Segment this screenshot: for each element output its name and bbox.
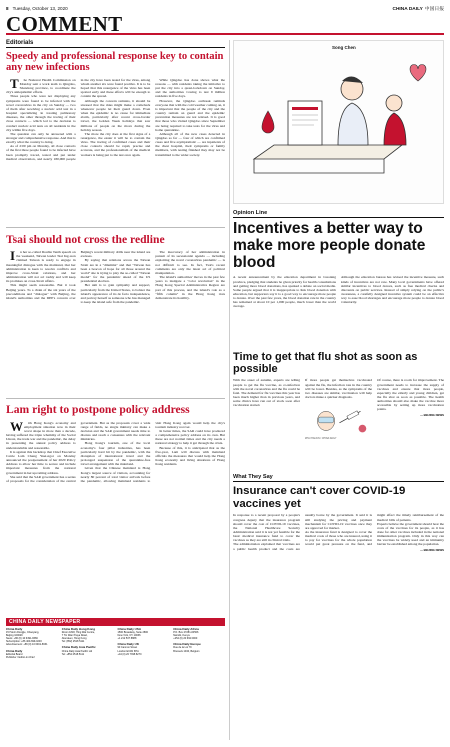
footer-bar: CHINA DAILY NEWSPAPER	[6, 618, 225, 626]
paragraph: The more the city does at the first signs of a resurgence, the easier it will be to contain the virus. The tracing of confirmed cases and their close contacts should be rapid, precise and accurate, and the professionalism of the medical workers is being put to the test once again.	[80, 131, 151, 157]
directory-column	[6, 628, 58, 740]
directory-entry: China Daily USA 1500 Broadway, Suite 2800 New York, NY 10036 +1 212 537 8888	[117, 628, 149, 641]
directory-entry: China Daily 15 Huixin Dongjie, Chaoyang, Beijing 100029 News: +86 (0) 10 6491-8366 Subscription: +86 400-699-0203 Advertisement: +86 (0) 10 6491-8631	[6, 628, 48, 647]
editorial-headline-1: Speedy and professional response key to contain any new infections	[6, 51, 224, 74]
paragraph: The island's authorities' moves in the past few years to instigate a "color revolution" in the Hong Kong Special Administrative Region are part of this process, and the island's role as a "fifth column" in the Hong Kong riots demonstrate its hostility.	[155, 275, 225, 300]
page-number: 8	[6, 6, 9, 11]
editorial-story-2	[6, 231, 225, 395]
opinion-line-label: Opinion Line	[233, 210, 444, 218]
directory-entry: China Daily Hong Kong Room 1818, Hing Wai Centre, 7 Tin Wan Praya Road, Aberdeen, Hong Kong Tel: (852) 2518 5111	[61, 628, 96, 644]
section-title: COMMENT	[6, 12, 123, 36]
opinion-body	[233, 275, 444, 347]
byline: — BEIJING NEWS	[420, 412, 444, 417]
editorial-body-1	[6, 75, 225, 161]
paragraph: In her so-called Double Tenth speech on the weekend, Taiwan leader Tsai Ing-wen claimed Taiwan is ready to engage in meaningful dialogue with the mainland, that her administration is keen to resolve conflicts and improve cross-Strait relations, and her administration will not act rashly and will keep its promises on cross-Strait affairs.	[6, 248, 76, 284]
flu-body	[233, 378, 444, 468]
paragraph: The inaccuracy of her administration in pursuit of its secessionist agenda — including exploiting the novel coronavirus pandemic — is not difficult to see. In fact, Tsai's recent comments are only the latest act of political manipulation.	[155, 250, 225, 275]
paragraph: Hong Kong's tourism, one of the local economy's four pillar industries, has been particularly hard hit by the pandemic, with the disruption of international travel and the prolonged suspension of the quarantine-free travel arrangement with the mainland.	[80, 441, 151, 467]
paragraph: Because of this, it is anticipated that as the five-year, Lam will discuss with mainland officials the measures that would help the Hong Kong economy and living situations of Hong Kong residents.	[155, 445, 225, 467]
paragraph: Although all of the new cases detected in Qingdao so far — four of which are confirmed cases and five asymptomatic — are inpatients of the chest hospital, their symptoms or family members, with testing finished they may not be transmitted to the wider society.	[155, 131, 225, 157]
divider	[6, 398, 225, 399]
byline: — BEIJING NEWS	[420, 547, 444, 552]
paragraph: Although the concern remains, it should be stressed that the risks might make a comeback whenever people let their guard down. Even when the epidemic is no cause for immediate alarm, particularly after recent cross-border travel, the Golden Week holidays that saw millions of people on the move during the holiday season.	[80, 98, 151, 132]
paragraph: The administration explained that vaccines are a public health product and the costs are usually borne by the government. It said it is still studying the pricing and payment mechanism for COVID-19 vaccines once they are approved for market.	[233, 513, 372, 551]
section-masthead	[6, 13, 444, 35]
paragraph: If more people get themselves vaccinated against the flu, the infection rate in the country will be lower. Besides, as the symptoms of the two diseases are similar, vaccination will help doctors make a quicker diagnosis.	[305, 378, 372, 400]
paragraph: She said that the SAR government has a series of proposals for the consideration of the central government. But as the proposals cover a wide range of fields, no single ministry can make a decision and the SAR government needs time to discuss and reach a consensus with the relevant ministries.	[6, 420, 151, 483]
directory-entry: China Daily UK 90 Cannon Street London EC4N 6HA +44 (0) 20 7398 8270	[117, 642, 142, 656]
paragraph: With the onset of autumn, experts are telling people to get the flu vaccine, as co-infection with the novel coronavirus and the flu could be fatal. The demand for flu vaccines this year has been much higher than in previous years, and some clinics have run out of stock soon after vaccination started.	[233, 378, 300, 408]
illustration-credit: ZHAI HAIJUN / CHINA DAILY	[305, 437, 337, 441]
paragraph: By saying that relations across the Taiwan Strait are in a "dilemma" and that "Taiwan has been a beacon of hope for all those around the world" she is trying to play the so-called "Taiwan model" for the pandemic ahead of the US presidential election.	[80, 258, 151, 284]
paragraph: In response to a recent proposal by a people's congress deputy that the insurance program should cover the cost of COVID-19 vaccines, the National Healthcare Security Administration said it is not yet feasible for the basic medical insurance fund to cover the vaccines as they are still in clinical trials.	[233, 513, 300, 543]
cartoon-artist: Song Chen	[332, 45, 356, 50]
directory-column	[62, 628, 114, 740]
paragraph: However, the Qingdao outbreak reminds everyone that with the cold weather coming on, it is important that the people of the city and the country remain on guard and the epidemic prevention measures are not relaxed. It is good that those who visited Qingdao since September are being required to take tests for the virus and home quarantine.	[155, 98, 225, 132]
paper-name-cn: 中国日报	[424, 7, 444, 12]
flu-illustration	[305, 401, 372, 437]
paragraph: The question can only be answered with a stronger and comprehensive response. And that is exactly what the country is doing.	[6, 131, 76, 145]
paper-name: CHINA DAILY 中国日报	[392, 7, 444, 12]
paragraph: The National Health Commission on Monday sent a work team to Qingdao, Shandong province, to coordinate the city's antiepidemic efforts.	[6, 75, 76, 95]
opinion-column	[233, 40, 444, 671]
paragraph: In better times, the SAR could have produced a comprehensive policy address on its own. But these are not normal times and the city needs a national strategy to help it get through the crisis.	[155, 429, 225, 446]
divider	[6, 227, 225, 228]
flu-middle-column	[305, 378, 372, 468]
editorials-column	[6, 40, 225, 586]
paragraph: Her aim is to gain sympathy and support, particularly from the United States, to bolster the island's appearance of its de facto independence, and portray herself as someone who has managed to keep the island safe from the pandemic.	[80, 283, 151, 304]
editorial-headline-2: Tsai should not cross the redline	[6, 232, 165, 246]
directory-entry: China Daily Editorial Board Publisher / Editor-in-Chief	[6, 648, 35, 659]
editorial-story-3	[6, 401, 225, 586]
paragraph: Although the education bureau has revised the incentive measure, such kinds of incentives are not rare. Many local governments have offered similar incentives to blood donors, such as free medical checks and discounts on public services. Instead of simply relying on the public's awareness, a carefully designed incentive system could be an effective way to ease blood shortages and encourage more people to donate blood voluntarily.	[341, 275, 444, 305]
opinion-headline: Incentives a better way to make more people donate blood	[233, 220, 426, 271]
directory-entry: China Daily Africa P.O. Box 27281-00506 Nairobi, Kenya +254 (0) 20 692 0900	[173, 628, 199, 641]
editorial-body-2	[6, 250, 225, 304]
paragraph: As of 2:00 pm on Monday, all close contacts of the first three people found to be infected have been promptly traced, tested and put under medical observation, and nearly 180,000 people in the city have been tested for the virus, among whom another six were found positive. It is to be hoped that this resurgence of the virus has been spotted early and these efforts will be enough to contain the spread.	[6, 77, 151, 161]
paragraph: With Hong Kong's economy and employment situation now in their worst shape in more than a decade, having suffered the triple whammy of the Social Unrest, the trade war and the pandemic, the delay in presenting the annual policy address is understandable and reasonable.	[6, 418, 76, 450]
insurance-headline: Insurance can't cover COVID-19 vaccines yet	[233, 485, 406, 510]
editorial-headline-3: Lam right to postpone policy address	[6, 403, 190, 417]
issue-date: Tuesday, October 13, 2020	[12, 6, 68, 11]
paragraph: Experts believe the government should bear the costs of the vaccines for its people, as it has done for other vaccines included in the national immunization program. Only in this way can the vaccines be widely used and an immunity barrier be established among the population.	[377, 521, 444, 547]
flu-headline: Time to get that flu shot as soon as possible	[233, 351, 418, 376]
paragraph: Of course, there is room for improvement. The government needs to increase the supply of vaccines and ensure that more people, especially the elderly and young children, get the flu shot as soon as possible. The health authorities should also make the vaccine more accessible by setting up more vaccination points.	[377, 378, 444, 412]
what-they-say-label: What They Say	[233, 474, 444, 482]
editorials-label: Editorials	[6, 40, 225, 48]
directory-column	[118, 628, 170, 740]
editorial-story-1	[6, 51, 225, 224]
paragraph: A recent announcement by the education department in Liaoning province, pledging that students be given priority for health consultations and getting more blood donations, has sparked a debate on social media. Some people argued that it is inappropriate to link blood donation with education, but supporters say it is a good way to encourage more people to donate. Over the past few years, the blood donation rate in the country has remained at about 10 per 1,000 people, much lower than the world average.	[233, 275, 336, 309]
directory-entry: China Daily Asia Pacific China Daily Asia Pacific Ltd Tel: +852 2518 5111	[61, 645, 96, 656]
paragraph: As the insurance fund is designed to cover the medical costs of those who are insured, using it to pay for vaccines for the whole population would put great pressure on the fund, and might affect the timely reimbursement of the medical bills of patients.	[305, 513, 444, 547]
editorial-body-3	[6, 418, 225, 483]
office-directory	[6, 628, 225, 740]
paragraph: It is against this backdrop that Chief Executive Carrie Lam Cheng Yuet-ngor on Monday announced the postponement of her 2020 Policy Address to allow her time to secure and include important measures from the national government in her upcoming address.	[6, 449, 76, 475]
insurance-body	[233, 513, 444, 671]
directory-column	[173, 628, 225, 740]
column-divider	[229, 40, 230, 740]
editorial-cartoon	[233, 40, 444, 204]
paragraph: This might seem reasonable. But it took Beijing years. To a chain of the six years of the preconditions and "dialogue" with Beijing, the island's authorities and the DPP's concern over Beijing's recent military drills near the island are excuses.	[6, 250, 151, 300]
flu-right-column	[377, 378, 444, 468]
paragraph: While Qingdao has done shows what the reasons — with residents taking the initiative to put the city into a quasi-lockdown on Sunday, and the authorities vowing to test 9 million residents in five days.	[155, 77, 225, 99]
directory-entry: China Daily Europe Rue de la Loi 79 Brussels 1040, Belgium	[173, 642, 201, 653]
paragraph: Given that the Chinese mainland is Hong Kong's largest source of visitors, accounting for nearly 80 percent of total visitor arrivals before the pandemic, allowing mainland residents to visit Hong Kong again would help the city's tourism industry recover.	[80, 420, 225, 483]
paragraph: Three people who were not displaying any symptoms were found to be infected with the novel coronavirus in the city on Sunday — two of them after receiving a nucleic acid test in a hospital specializing in treating pulmonary diseases, the other through the tracing of their close contacts — which led to the decision to conduct nucleic acid tests on all residents in the city within five days.	[6, 94, 76, 132]
cartoon-illustration	[234, 41, 444, 204]
